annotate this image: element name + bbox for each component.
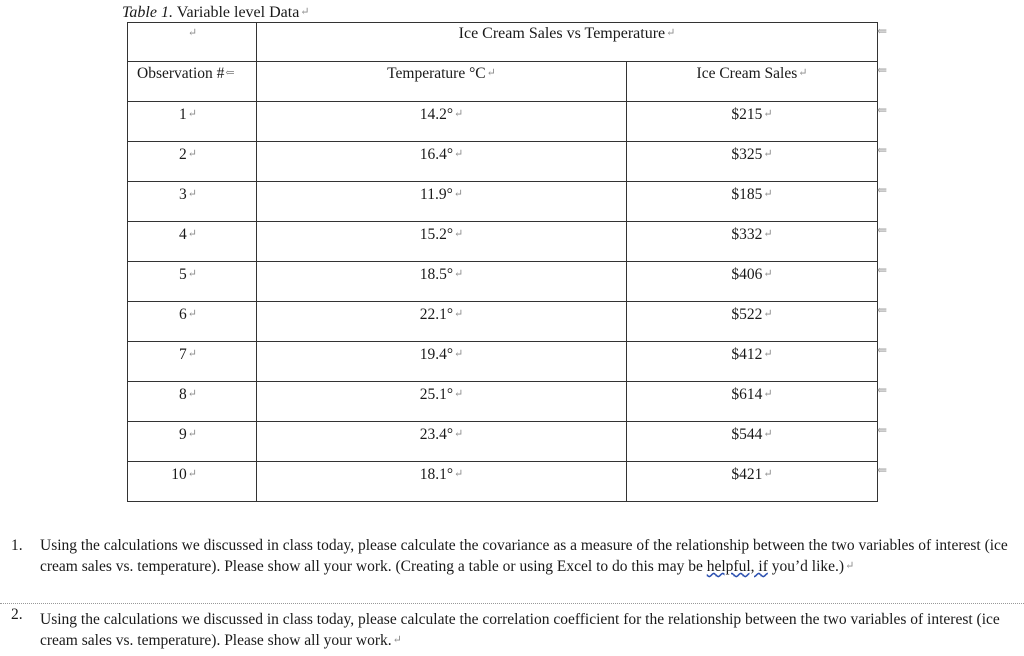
header-sales: [627, 62, 878, 102]
table-row: [128, 462, 878, 502]
table-title-row: [128, 23, 878, 62]
return-icon: ⇐: [225, 67, 235, 79]
return-icon: ↵: [187, 148, 197, 160]
cell-temperature: [257, 222, 627, 262]
cell-temperature-text: 14.2°: [419, 106, 454, 123]
cell-observation-text: 8: [179, 386, 187, 403]
end-of-row-icon: ⇐: [877, 303, 888, 317]
table-title-text: Ice Cream Sales vs Temperature: [458, 25, 666, 42]
return-icon: ↵: [763, 388, 773, 400]
return-icon: ↵: [763, 148, 773, 160]
return-icon: ↵: [454, 148, 464, 160]
table-row: [128, 102, 878, 142]
end-of-row-icon: ⇐: [877, 103, 888, 117]
question-1: [0, 535, 1024, 603]
cell-temperature-text: 23.4°: [419, 426, 454, 443]
return-icon: ↵: [486, 67, 496, 79]
return-icon: ↵: [187, 468, 197, 480]
return-icon: ↵: [763, 108, 773, 120]
cell-observation: [128, 382, 257, 422]
cell-sales-text: $544: [731, 426, 763, 443]
return-icon: ↵: [763, 228, 773, 240]
header-temperature: [257, 62, 627, 102]
cell-sales-text: $522: [731, 306, 763, 323]
cell-temperature-text: 19.4°: [419, 346, 454, 363]
cell-sales-text: $412: [731, 346, 763, 363]
return-icon: ↵: [453, 188, 463, 200]
question-list: [0, 535, 1024, 651]
cell-temperature: [257, 102, 627, 142]
cell-observation: [128, 262, 257, 302]
question-1-tail: you’d like.): [767, 558, 845, 575]
table-title: [257, 23, 878, 62]
table-row: [128, 422, 878, 462]
return-icon: ↵: [763, 428, 773, 440]
return-icon: ↵: [763, 468, 773, 480]
cell-sales-text: $406: [731, 266, 763, 283]
question-1-number: 1.: [11, 537, 23, 554]
cell-observation-text: 1: [179, 106, 187, 123]
return-icon: ↵: [187, 388, 197, 400]
return-icon: ↵: [454, 268, 464, 280]
return-icon: ↵: [763, 188, 773, 200]
return-icon: ↵: [454, 428, 464, 440]
cell-sales: [627, 422, 878, 462]
table-header-row: [128, 62, 878, 102]
return-icon: ↵: [187, 268, 197, 280]
return-icon: ↵: [187, 108, 197, 120]
cell-observation-text: 6: [179, 306, 187, 323]
return-icon: ↵: [798, 67, 808, 79]
table-row: [128, 342, 878, 382]
end-of-row-icon: ⇐: [877, 63, 888, 77]
end-of-row-icon: ⇐: [877, 463, 888, 477]
cell-temperature-text: 18.1°: [419, 466, 454, 483]
cell-temperature: [257, 342, 627, 382]
return-icon: ↵: [187, 348, 197, 360]
cell-temperature: [257, 302, 627, 342]
return-icon: ↵: [300, 6, 310, 18]
return-icon: ↵: [454, 348, 464, 360]
cell-observation-text: 10: [171, 466, 187, 483]
cell-sales: [627, 222, 878, 262]
header-temperature-text: Temperature °C: [387, 65, 486, 82]
cell-observation: [128, 142, 257, 182]
cell-temperature-text: 25.1°: [419, 386, 454, 403]
return-icon: ↵: [845, 560, 855, 572]
return-icon: ↵: [763, 348, 773, 360]
header-observation: [128, 62, 257, 102]
cell-temperature: [257, 382, 627, 422]
cell-observation-text: 5: [179, 266, 187, 283]
end-of-row-icon: ⇐: [877, 383, 888, 397]
table-row: [128, 262, 878, 302]
question-2: [0, 603, 1024, 651]
table-row: [128, 142, 878, 182]
header-observation-text: Observation #: [137, 65, 225, 82]
cell-observation: [128, 302, 257, 342]
cell-sales-text: $421: [731, 466, 763, 483]
end-of-row-icon: ⇐: [877, 343, 888, 357]
cell-temperature-text: 11.9°: [420, 186, 453, 203]
return-icon: ↵: [454, 468, 464, 480]
cell-observation-text: 2: [179, 146, 187, 163]
empty-cell: [128, 23, 257, 62]
return-icon: ↵: [454, 228, 464, 240]
cell-sales-text: $332: [731, 226, 763, 243]
return-icon: ↵: [187, 428, 197, 440]
header-sales-text: Ice Cream Sales: [696, 65, 798, 82]
end-of-row-icon: ⇐: [877, 24, 888, 38]
cell-observation-text: 4: [179, 226, 187, 243]
return-icon: ↵: [187, 308, 197, 320]
cell-sales: [627, 182, 878, 222]
data-table: [127, 22, 878, 502]
cell-observation: [128, 102, 257, 142]
end-of-row-icon: ⇐: [877, 263, 888, 277]
cell-temperature-text: 16.4°: [419, 146, 454, 163]
cell-temperature: [257, 142, 627, 182]
cell-sales-text: $614: [731, 386, 763, 403]
end-of-row-icon: ⇐: [877, 223, 888, 237]
return-icon: ↵: [763, 268, 773, 280]
cell-temperature: [257, 462, 627, 502]
cell-temperature: [257, 262, 627, 302]
question-1-squiggle: helpful, if: [706, 558, 768, 575]
cell-sales-text: $215: [731, 106, 763, 123]
end-of-row-icon: ⇐: [877, 423, 888, 437]
question-1-text: Using the calculations we discussed in class today, please calculate the covariance as a measure of the relationship between the two variables of interest (ice cream sales vs. temperature). Please show all your work. (Creating a table or using Excel to do this may be: [40, 537, 1008, 575]
cell-observation: [128, 462, 257, 502]
cell-observation: [128, 342, 257, 382]
return-icon: ↵: [454, 388, 464, 400]
return-icon: ↵: [392, 634, 402, 646]
table-row: [128, 222, 878, 262]
return-icon: ↵: [187, 228, 197, 240]
question-2-number: 2.: [11, 606, 23, 623]
cell-sales: [627, 462, 878, 502]
end-of-row-icon: ⇐: [877, 183, 888, 197]
cell-sales: [627, 302, 878, 342]
cell-sales: [627, 342, 878, 382]
cell-observation-text: 3: [179, 186, 187, 203]
cell-temperature-text: 15.2°: [419, 226, 454, 243]
cell-sales-text: $185: [731, 186, 763, 203]
return-icon: ↵: [763, 308, 773, 320]
cell-observation: [128, 422, 257, 462]
cell-observation-text: 7: [179, 346, 187, 363]
cell-sales-text: $325: [731, 146, 763, 163]
return-icon: ↵: [187, 27, 198, 39]
cell-sales: [627, 142, 878, 182]
cell-observation: [128, 182, 257, 222]
return-icon: ↵: [666, 27, 676, 39]
cell-sales: [627, 262, 878, 302]
return-icon: ↵: [187, 188, 197, 200]
table-row: [128, 302, 878, 342]
cell-sales: [627, 382, 878, 422]
return-icon: ↵: [454, 108, 464, 120]
table-caption: [122, 2, 310, 23]
caption-label: Table 1.: [122, 4, 173, 21]
cell-temperature: [257, 422, 627, 462]
cell-temperature-text: 18.5°: [419, 266, 454, 283]
cell-temperature-text: 22.1°: [419, 306, 454, 323]
cell-sales: [627, 102, 878, 142]
caption-text: Variable level Data: [172, 4, 300, 21]
return-icon: ↵: [454, 308, 464, 320]
end-of-row-icon: ⇐: [877, 143, 888, 157]
cell-observation: [128, 222, 257, 262]
cell-temperature: [257, 182, 627, 222]
question-2-text: Using the calculations we discussed in class today, please calculate the correlation coefficient for the relationship between the two variables of interest (ice cream sales vs. temperature). Please show all your work.: [40, 611, 1000, 649]
table-row: [128, 382, 878, 422]
cell-observation-text: 9: [179, 426, 187, 443]
table-row: [128, 182, 878, 222]
